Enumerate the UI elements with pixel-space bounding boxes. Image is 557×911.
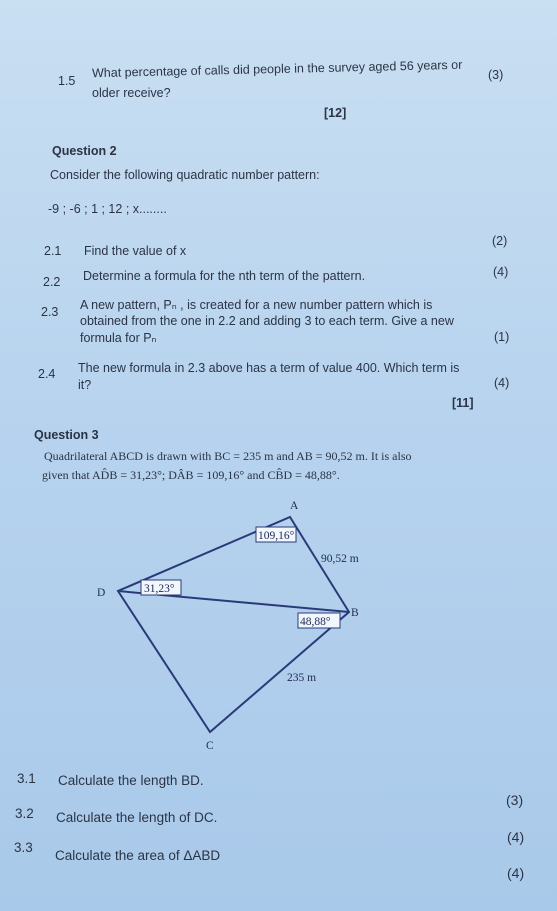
vertex-a-label: A — [290, 500, 299, 512]
q2-3-text-line2: obtained from the one in 2.2 and adding 3 to each term. Give a new — [80, 314, 454, 328]
q2-2-text: Determine a formula for the nth term of the pattern. — [83, 269, 366, 283]
q2-3-text-line1: A new pattern, Pₙ , is created for a new number pattern which is — [80, 298, 433, 312]
q3-given-line2: given that AD̂B = 31,23°; DÂB = 109,16° and CB̂D = 48,88°. — [42, 468, 340, 482]
q3-3-number: 3.3 — [14, 840, 33, 855]
q3-1-text: Calculate the length BD. — [58, 773, 204, 788]
q1-5-text-line1: What percentage of calls did people in the survey aged 56 years or — [91, 57, 463, 81]
vertex-d-label: D — [97, 587, 106, 599]
q2-3-text-line3: formula for Pₙ — [80, 331, 157, 345]
q1-5-text-line2: older receive? — [92, 86, 171, 100]
q1-5-marks: (3) — [488, 68, 504, 82]
q2-4-text-line1: The new formula in 2.3 above has a term of value 400. Which term is — [78, 361, 460, 375]
q3-3-text: Calculate the area of ΔABD — [55, 848, 221, 863]
q2-4-text-line2: it? — [78, 378, 92, 392]
q2-2-marks: (4) — [493, 265, 509, 279]
vertex-b-label: B — [351, 607, 359, 619]
q3-heading: Question 3 — [34, 428, 99, 442]
q3-3-marks: (4) — [507, 865, 525, 881]
side-ab-label: 90,52 m — [321, 553, 359, 565]
q2-3-number: 2.3 — [41, 305, 59, 319]
q2-4-number: 2.4 — [38, 367, 56, 381]
q2-pattern: -9 ; -6 ; 1 ; 12 ; x........ — [48, 202, 167, 216]
angle-b-label: 48,88° — [300, 616, 331, 628]
q2-intro: Consider the following quadratic number pattern: — [50, 168, 320, 182]
q2-total: [11] — [452, 396, 474, 410]
q2-1-number: 2.1 — [44, 244, 62, 258]
q1-5-number: 1.5 — [58, 74, 76, 88]
q2-1-marks: (2) — [492, 234, 508, 248]
vertex-c-label: C — [206, 740, 214, 752]
q2-heading: Question 2 — [52, 144, 117, 158]
q2-3-marks: (1) — [494, 330, 510, 344]
q2-2-number: 2.2 — [43, 275, 61, 289]
q3-1-number: 3.1 — [17, 771, 36, 786]
q2-1-text: Find the value of x — [84, 244, 187, 258]
angle-d-label: 31,23° — [144, 583, 175, 595]
q1-total: [12] — [324, 106, 347, 120]
q3-2-marks: (4) — [507, 829, 525, 845]
q3-given-line1: Quadrilateral ABCD is drawn with BC = 235 m and AB = 90,52 m. It is also — [44, 449, 412, 463]
side-bc-label: 235 m — [287, 672, 317, 684]
q3-2-number: 3.2 — [15, 806, 34, 821]
q3-1-marks: (3) — [506, 792, 524, 808]
q3-2-text: Calculate the length of DC. — [56, 810, 218, 825]
angle-a-label: 109,16° — [258, 530, 295, 542]
q2-4-marks: (4) — [494, 376, 510, 390]
